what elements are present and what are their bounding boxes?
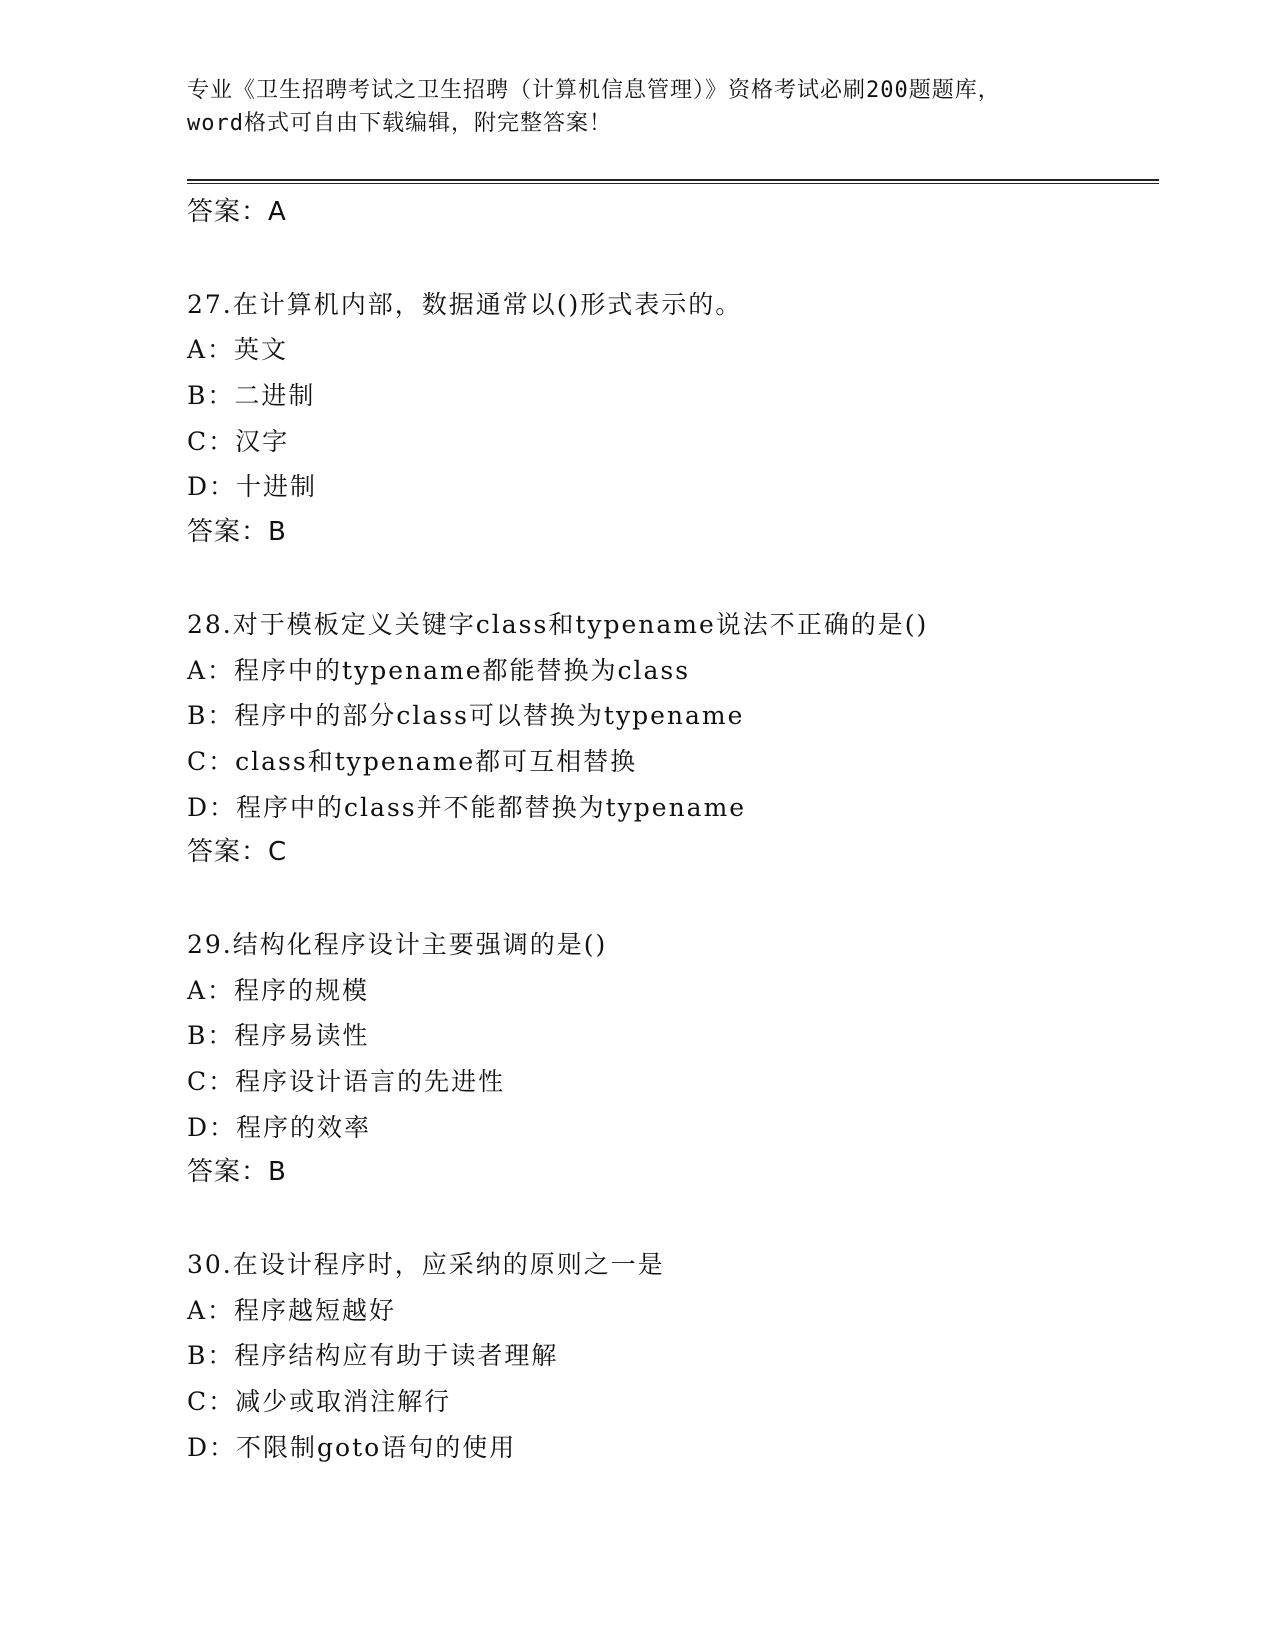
question-30 bbox=[187, 1242, 1167, 1470]
option-d: D：程序的效率 bbox=[187, 1112, 372, 1142]
question-28 bbox=[187, 602, 1167, 876]
question-stem: 28.对于模板定义关键字class和typename说法不正确的是() bbox=[187, 609, 929, 639]
option-b: B：程序易读性 bbox=[187, 1021, 370, 1051]
answer-line: 答案：B bbox=[187, 1157, 287, 1188]
option-b: B：程序结构应有助于读者理解 bbox=[187, 1341, 559, 1371]
answer-line: 答案：B bbox=[187, 517, 287, 548]
option-c: C：class和typename都可互相替换 bbox=[187, 746, 638, 776]
option-d: D：十进制 bbox=[187, 472, 318, 502]
question-stem: 27.在计算机内部，数据通常以()形式表示的。 bbox=[187, 289, 743, 319]
option-b: B：程序中的部分class可以替换为typename bbox=[187, 701, 745, 731]
option-c: C：程序设计语言的先进性 bbox=[187, 1067, 506, 1096]
option-b: B：二进制 bbox=[187, 381, 316, 411]
question-list bbox=[187, 190, 1167, 1471]
option-a: A：程序中的typename都能替换为class bbox=[187, 655, 691, 685]
question-27 bbox=[187, 282, 1167, 556]
header-divider bbox=[187, 179, 1159, 184]
question-stem: 29.结构化程序设计主要强调的是() bbox=[187, 929, 608, 959]
answer-line: 答案：C bbox=[187, 837, 288, 868]
option-d: D：程序中的class并不能都替换为typename bbox=[187, 792, 747, 822]
option-a: A：英文 bbox=[187, 335, 289, 365]
question-29 bbox=[187, 922, 1167, 1196]
document-header bbox=[187, 74, 1087, 140]
question-stem: 30.在设计程序时，应采纳的原则之一是 bbox=[187, 1250, 665, 1280]
option-a: A：程序的规模 bbox=[187, 975, 370, 1005]
answer-line: 答案：A bbox=[187, 197, 287, 227]
option-a: A：程序越短越好 bbox=[187, 1295, 397, 1325]
option-c: C：减少或取消注解行 bbox=[187, 1387, 452, 1417]
option-c: C：汉字 bbox=[187, 426, 290, 456]
header-line-2: word格式可自由下载编辑，附完整答案！ bbox=[187, 111, 612, 136]
header-line-1: 专业《卫生招聘考试之卫生招聘（计算机信息管理）》资格考试必刷200题题库， bbox=[187, 78, 1001, 103]
option-d: D：不限制goto语句的使用 bbox=[187, 1432, 517, 1462]
